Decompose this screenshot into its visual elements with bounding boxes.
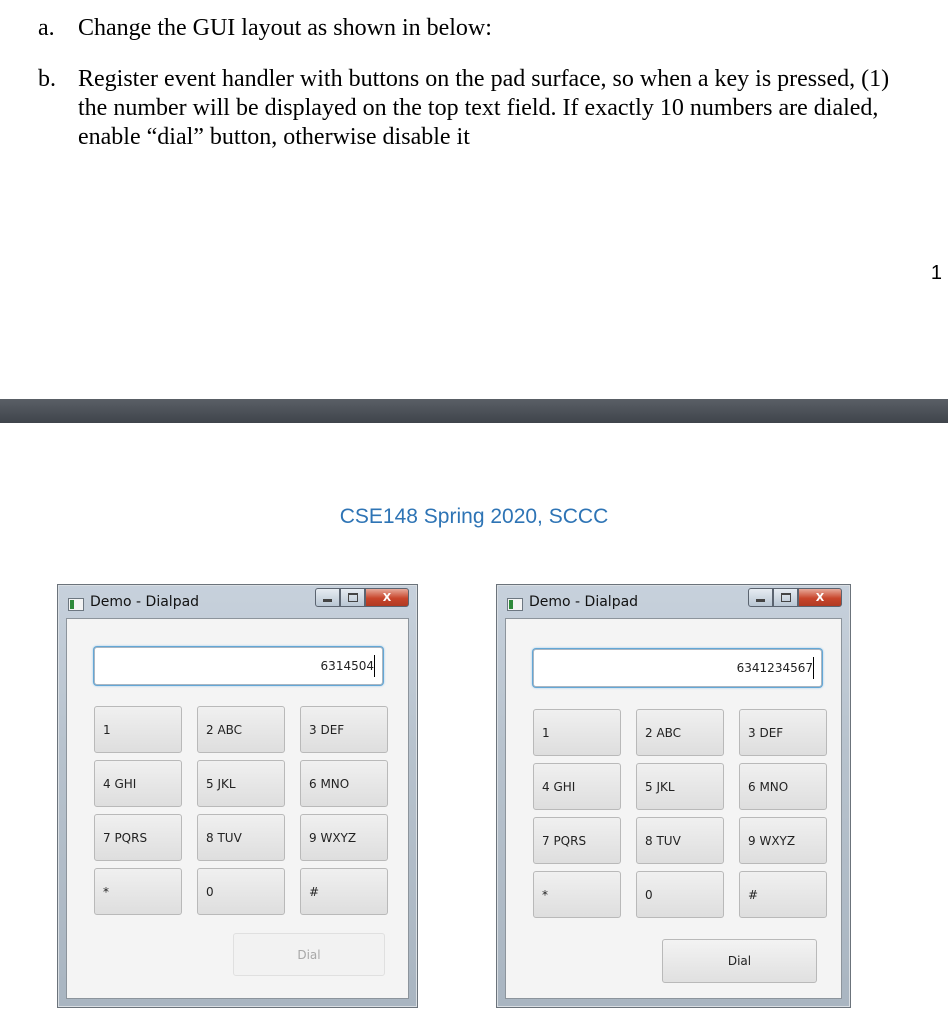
maximize-icon [348, 593, 358, 602]
minimize-button[interactable] [748, 588, 773, 607]
task-b-marker: b. [38, 66, 56, 92]
key-4[interactable]: 4 GHI [94, 760, 182, 807]
key-7[interactable]: 7 PQRS [94, 814, 182, 861]
window-controls [748, 588, 842, 608]
key-5[interactable]: 5 JKL [636, 763, 724, 810]
text-caret [813, 657, 814, 679]
keypad [94, 706, 388, 915]
window-controls [315, 588, 409, 608]
key-9[interactable]: 9 WXYZ [300, 814, 388, 861]
key-3[interactable]: 3 DEF [739, 709, 827, 756]
task-b-text: Register event handler with buttons on the pad surface, so when a key is pressed, (1) the number will be displayed on the top text field. If exactly 10 numbers are dialed, enable “dial” button, otherwise disable it [78, 66, 890, 150]
window-content [66, 618, 409, 999]
number-display-field[interactable]: 6341234567 [533, 649, 822, 687]
key-6[interactable]: 6 MNO [300, 760, 388, 807]
key-8[interactable]: 8 TUV [636, 817, 724, 864]
key-1[interactable]: 1 [94, 706, 182, 753]
window-title: Demo - Dialpad [90, 594, 200, 610]
key-7[interactable]: 7 PQRS [533, 817, 621, 864]
maximize-button[interactable] [340, 588, 365, 607]
dial-button[interactable]: Dial [233, 933, 385, 976]
key-5[interactable]: 5 JKL [197, 760, 285, 807]
keypad [533, 709, 827, 918]
dial-button[interactable]: Dial [662, 939, 817, 983]
key-1[interactable]: 1 [533, 709, 621, 756]
number-field-wrap [94, 647, 383, 685]
key-hash[interactable]: # [300, 868, 388, 915]
title-bar[interactable] [497, 585, 850, 618]
close-button[interactable] [365, 588, 409, 607]
key-9[interactable]: 9 WXYZ [739, 817, 827, 864]
window-content [505, 618, 842, 999]
key-0[interactable]: 0 [197, 868, 285, 915]
number-field-wrap [533, 649, 822, 687]
maximize-button[interactable] [773, 588, 798, 607]
key-star[interactable]: * [94, 868, 182, 915]
close-icon: X [815, 591, 825, 604]
maximize-icon [781, 593, 791, 602]
page-number: 1 [930, 262, 942, 284]
dialpad-window-right [496, 584, 851, 1008]
key-6[interactable]: 6 MNO [739, 763, 827, 810]
key-4[interactable]: 4 GHI [533, 763, 621, 810]
key-2[interactable]: 2 ABC [636, 709, 724, 756]
key-hash[interactable]: # [739, 871, 827, 918]
app-icon [507, 598, 523, 611]
task-a-marker: a. [38, 15, 55, 41]
key-8[interactable]: 8 TUV [197, 814, 285, 861]
task-a-text: Change the GUI layout as shown in below: [78, 15, 492, 41]
title-bar[interactable] [58, 585, 417, 618]
text-caret [374, 655, 375, 677]
key-0[interactable]: 0 [636, 871, 724, 918]
dialpad-window-left [57, 584, 418, 1008]
window-title: Demo - Dialpad [529, 594, 639, 610]
key-star[interactable]: * [533, 871, 621, 918]
minimize-icon [323, 599, 332, 602]
close-button[interactable] [798, 588, 842, 607]
number-display-field[interactable]: 6314504 [94, 647, 383, 685]
key-2[interactable]: 2 ABC [197, 706, 285, 753]
minimize-button[interactable] [315, 588, 340, 607]
close-icon: X [382, 591, 392, 604]
page-divider [0, 399, 948, 423]
minimize-icon [756, 599, 765, 602]
key-3[interactable]: 3 DEF [300, 706, 388, 753]
course-caption: CSE148 Spring 2020, SCCC [339, 505, 609, 528]
app-icon [68, 598, 84, 611]
